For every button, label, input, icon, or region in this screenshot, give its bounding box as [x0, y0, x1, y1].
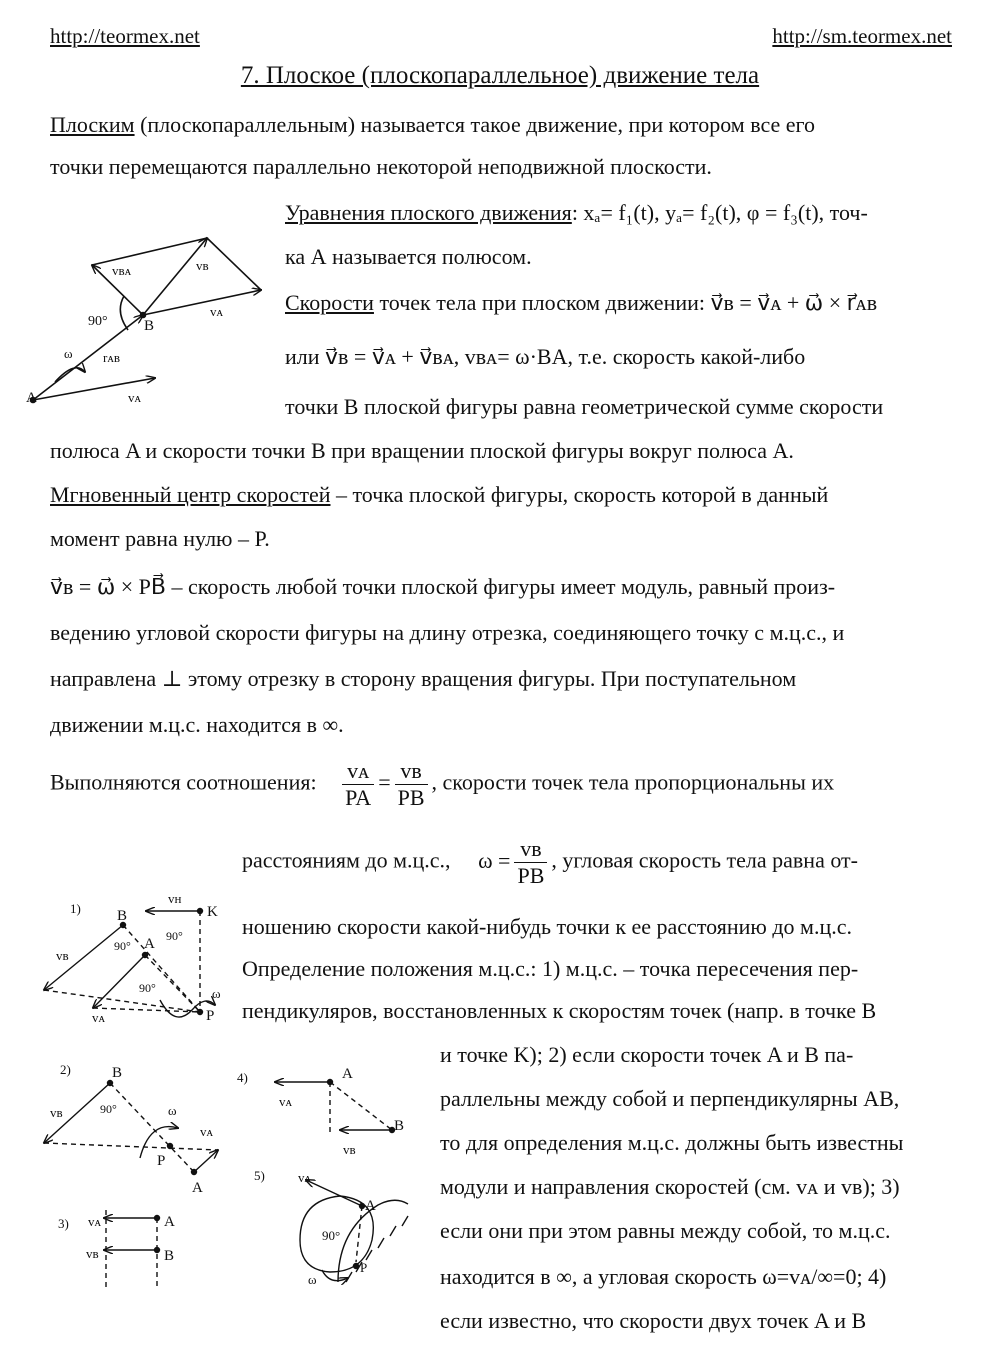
text-line: момент равна нулю – P. — [50, 526, 270, 551]
fig3-number: 3) — [58, 1216, 69, 1231]
fig2-number: 2) — [60, 1062, 71, 1077]
text-line: полюса A и скорости точки B при вращении плоской фигуры вокруг полюса A. — [50, 438, 794, 463]
fig4-label-a: A — [342, 1066, 353, 1082]
denominator: PB — [517, 863, 545, 888]
term-ics: Мгновенный центр скоростей — [50, 482, 331, 507]
fig3-label-b: B — [164, 1248, 175, 1264]
fig3-label-a: A — [164, 1214, 175, 1230]
text-line: движении м.ц.с. находится в ∞. — [50, 712, 344, 737]
label-va: vᴀ — [128, 390, 142, 405]
text-line: модули и направления скоростей (см. vᴀ и vʙ); 3) — [440, 1174, 900, 1199]
text-line: точки B плоской фигуры равна геометрической сумме скорости — [285, 394, 884, 419]
fig1-angle-k: 90° — [166, 929, 183, 943]
label-va-top: vᴀ — [210, 304, 224, 319]
label-angle: 90° — [88, 314, 108, 329]
fig4-number: 4) — [237, 1070, 248, 1085]
figure-5 — [300, 1180, 408, 1282]
fig2-label-va: vᴀ — [200, 1124, 214, 1139]
text: , скорости точек тела пропорциональны их — [431, 769, 835, 795]
label-vba: vʙᴀ — [112, 263, 132, 278]
term-equations: Уравнения плоского движения — [285, 200, 572, 225]
fig5-label-omega: ω — [308, 1272, 317, 1287]
text-line: или v⃗ʙ = v⃗ᴀ + v⃗ʙᴀ, vʙᴀ= ω·BA, т.е. скорость какой-либо — [285, 344, 806, 369]
term-plane: Плоским — [50, 112, 135, 137]
fig1-label-vk: vʜ — [168, 891, 182, 906]
fig5-label-va: vᴀ — [298, 1170, 312, 1185]
equals: = — [378, 769, 391, 795]
text-line: если они при этом равны между собой, то м.ц.с. — [440, 1218, 891, 1243]
label-point-a: A — [26, 390, 37, 406]
fig1-label-k: K — [207, 904, 218, 920]
text-line: точки перемещаются параллельно некоторой неподвижной плоскости. — [50, 154, 712, 179]
fig1-label-omega: ω — [212, 986, 221, 1001]
text-line: если известно, что скорости двух точек A и B — [440, 1308, 867, 1333]
numerator: vᴀ — [342, 758, 374, 785]
fig5-number: 5) — [254, 1168, 265, 1183]
label-point-b: B — [144, 318, 155, 334]
fig2-label-vb: vʙ — [50, 1105, 63, 1120]
fig2-label-b: B — [112, 1065, 123, 1081]
text-line: пендикуляров, восстановленных к скоростям точек (напр. в точке B — [242, 998, 877, 1023]
label-vb: vʙ — [196, 258, 209, 273]
label-omega: ω — [64, 346, 73, 361]
text: – точка плоской фигуры, скорость которой в данный — [330, 482, 829, 507]
fig1-label-a: A — [144, 936, 155, 952]
fig1-label-p: P — [206, 1008, 215, 1024]
text-line: и точке K); 2) если скорости точек A и B па- — [440, 1042, 854, 1067]
text-line: раллельны между собой и перпендикулярны AB, — [440, 1086, 900, 1111]
fig1-angle-b: 90° — [114, 939, 131, 953]
text: точек тела при плоском движении: v⃗ʙ = v⃗ᴀ + ω⃗ × r⃗ᴀʙ — [373, 290, 878, 315]
fig2-label-omega: ω — [168, 1103, 177, 1118]
text-line: ношению скорости какой-нибудь точки к ее расстоянию до м.ц.с. — [242, 914, 852, 939]
text-line: направлена ⊥ этому отрезку в сторону вращения фигуры. При поступательном — [50, 666, 797, 691]
text-line: ведению угловой скорости фигуры на длину отрезка, соединяющего точку с м.ц.с., и — [50, 620, 845, 645]
header-left-link[interactable]: http://teormex.net — [50, 24, 200, 48]
page-title: 7. Плоское (плоскопараллельное) движение тела — [240, 62, 760, 89]
fig5-label-a: A — [365, 1198, 376, 1214]
denominator: PA — [345, 785, 372, 810]
header-right-link[interactable]: http://sm.teormex.net — [772, 24, 952, 48]
fig4-label-vb: vʙ — [343, 1142, 356, 1157]
denominator: PB — [397, 785, 425, 810]
fig5-label-p: P — [360, 1260, 368, 1275]
figure-2 — [44, 1081, 218, 1175]
fig5-angle: 90° — [322, 1228, 341, 1243]
numerator: vʙ — [514, 836, 547, 863]
fig2-label-p: P — [157, 1153, 166, 1169]
text-line: ка А называется полюсом. — [285, 244, 532, 269]
fig4-label-va: vᴀ — [279, 1094, 293, 1109]
text: , угловая скорость тела равна от- — [551, 847, 858, 873]
fig3-label-vb: vʙ — [86, 1246, 99, 1261]
fig1-label-b: B — [117, 908, 128, 924]
fig3-label-va: vᴀ — [88, 1214, 102, 1229]
fig2-label-a: A — [192, 1180, 203, 1196]
text-line: то для определения м.ц.с. должны быть известны — [440, 1130, 904, 1155]
figure-4 — [275, 1080, 395, 1133]
fig1-number: 1) — [70, 901, 81, 916]
figure-1 — [44, 909, 215, 1018]
fig2-angle: 90° — [100, 1102, 117, 1116]
term-velocities: Скорости — [285, 290, 374, 315]
text-line: находится в ∞, а угловая скорость ω=vᴀ/∞=0; 4) — [440, 1264, 887, 1289]
numerator: vʙ — [395, 758, 428, 785]
fig1-label-vb: vʙ — [56, 948, 69, 963]
figure-3 — [104, 1210, 160, 1290]
fig1-angle-a: 90° — [139, 981, 156, 995]
label-rab: rᴀʙ — [103, 350, 120, 365]
omega-eq: ω = — [478, 847, 511, 873]
text: Выполняются соотношения: — [50, 769, 317, 795]
text-line: v⃗ʙ = ω⃗ × PB⃗ – скорость любой точки плоской фигуры имеет модуль, равный произ- — [50, 574, 836, 599]
text: расстояниям до м.ц.с., — [242, 847, 451, 873]
fig1-label-va: vᴀ — [92, 1010, 106, 1025]
text: : xₐ= f₁(t), yₐ= f₂(t), φ = f₃(t), точ- — [571, 200, 868, 225]
text-line: Определение положения м.ц.с.: 1) м.ц.с. – точка пересечения пер- — [242, 956, 859, 981]
text: (плоскопараллельным) называется такое движение, при котором все его — [134, 112, 816, 137]
fig4-label-b: B — [394, 1118, 405, 1134]
